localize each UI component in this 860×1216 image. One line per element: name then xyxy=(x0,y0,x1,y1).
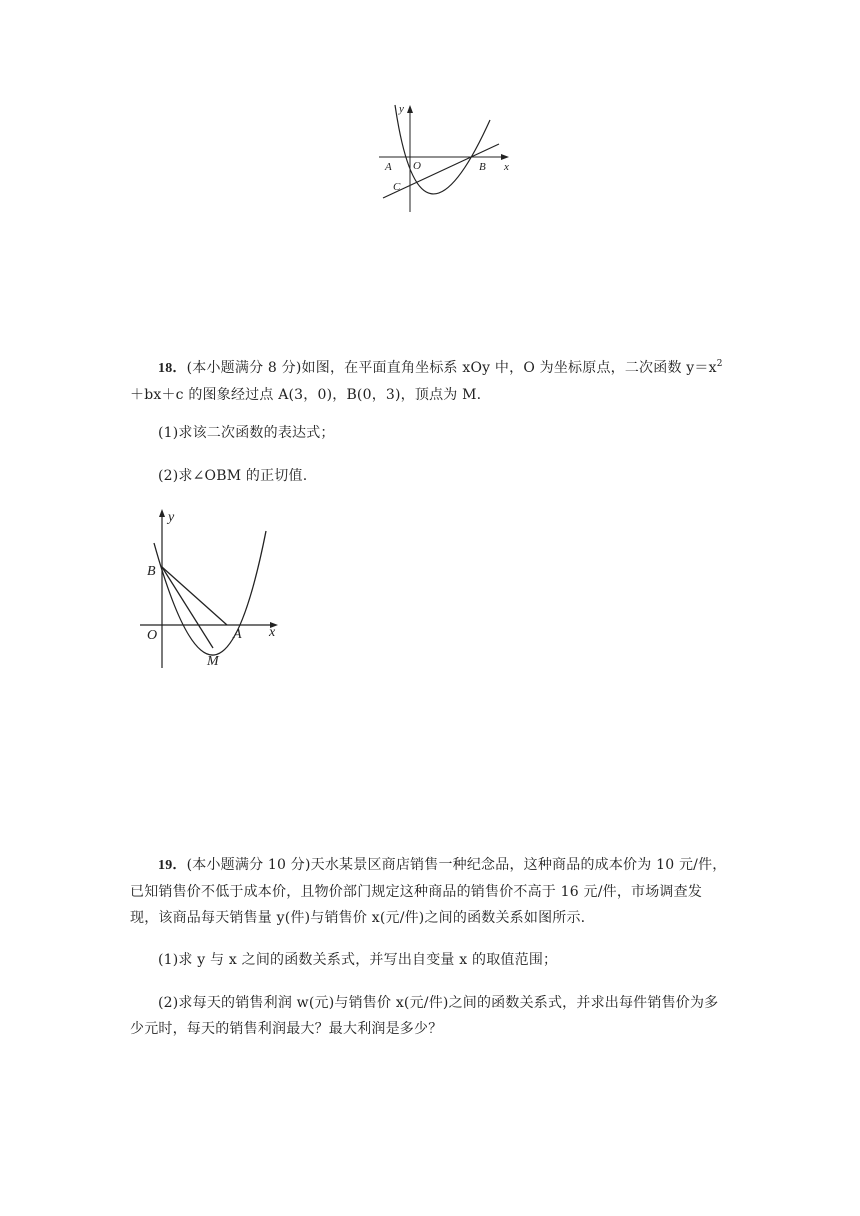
label-y: y xyxy=(399,103,404,115)
q18-intro-a: (本小题满分 8 分)如图，在平面直角坐标系 xOy 中，O 为坐标原点，二次函数 y＝x xyxy=(186,360,717,376)
label-c: C xyxy=(393,181,401,193)
q18-part1: (1)求该二次函数的表达式； xyxy=(158,425,335,441)
q18-part2: (2)求∠OBM 的正切值. xyxy=(158,468,308,484)
parabola-curve xyxy=(395,105,490,194)
label-m: M xyxy=(207,654,219,669)
segment-ba xyxy=(162,567,227,625)
label-origin: O xyxy=(413,160,421,172)
label-y: y xyxy=(168,510,175,525)
x-axis-arrow xyxy=(501,154,509,160)
figure-1-parabola-line xyxy=(375,100,515,215)
label-a: A xyxy=(385,161,392,173)
label-x: x xyxy=(504,161,509,173)
y-axis-arrow xyxy=(159,509,165,517)
q18-number: 18． xyxy=(158,361,187,376)
q18-intro xyxy=(130,355,730,408)
q18-intro-b: ＋bx＋c 的图象经过点 A(3，0)，B(0，3)，顶点为 M. xyxy=(130,387,482,403)
figure-2-parabola xyxy=(135,503,285,673)
label-b: B xyxy=(147,564,156,579)
q19-intro xyxy=(130,852,730,931)
q19-part1: (1)求 y 与 x 之间的函数关系式，并写出自变量 x 的取值范围； xyxy=(158,952,558,968)
q19-intro-text: (本小题满分 10 分)天水某景区商店销售一种纪念品，这种商品的成本价为 10 元/件，已知销售价不低于成本价，且物价部门规定这种商品的销售价不高于 16 元/件，市场调查发现，该商品每天销售量 y(件)与销售价 x(元/件)之间的函数关系如图所示. xyxy=(130,857,727,926)
label-origin: O xyxy=(147,628,158,643)
parabola-curve xyxy=(154,531,266,655)
label-x: x xyxy=(269,625,276,640)
y-axis-arrow xyxy=(407,105,413,113)
q19-part2: (2)求每天的销售利润 w(元)与销售价 x(元/件)之间的函数关系式，并求出每件销售价为多少元时，每天的销售利润最大？最大利润是多少？ xyxy=(130,995,719,1037)
q18-superscript: 2 xyxy=(716,359,723,369)
label-a: A xyxy=(233,627,242,642)
segment-bm xyxy=(162,567,213,648)
q19-number: 19． xyxy=(158,858,187,873)
label-b: B xyxy=(479,161,486,173)
